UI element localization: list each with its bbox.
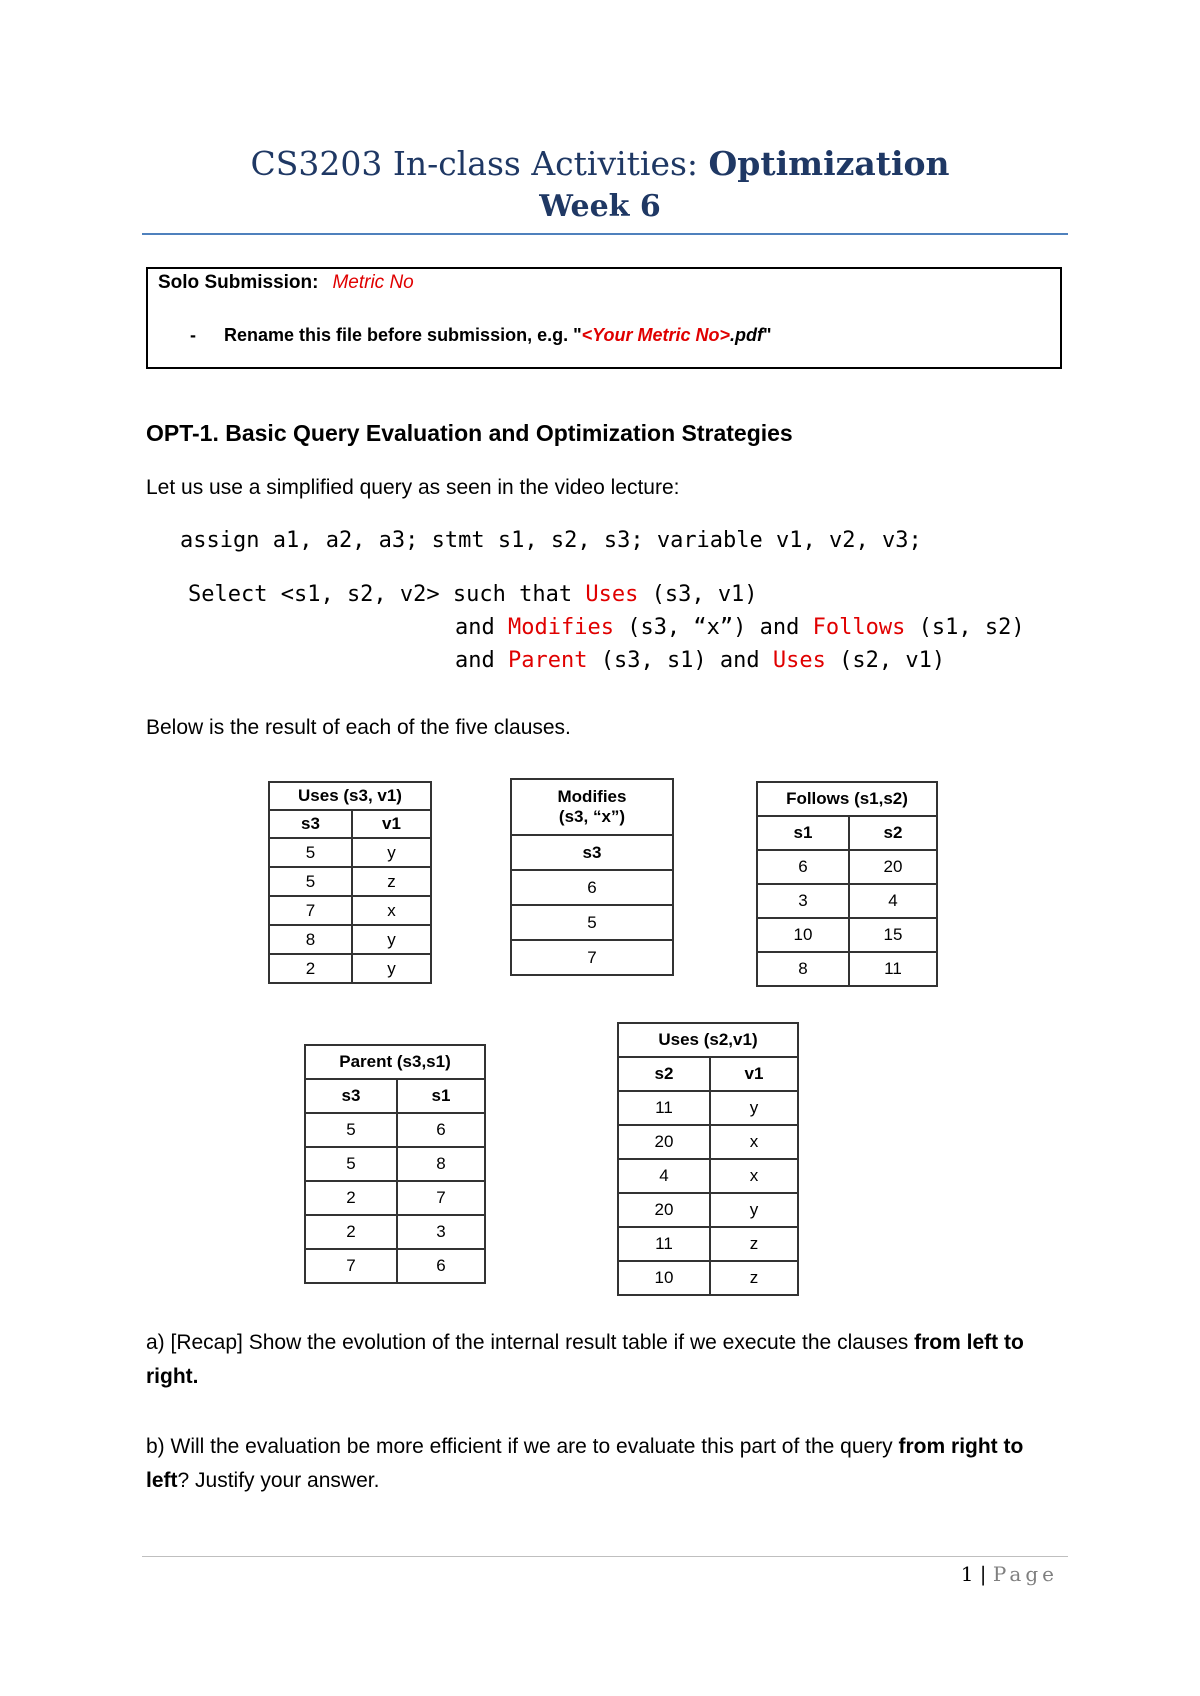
table-cell: 5 — [511, 905, 673, 940]
table-cell: 10 — [618, 1261, 710, 1295]
table-cell: x — [710, 1159, 798, 1193]
table-cell: y — [352, 925, 431, 954]
table-caption: Parent (s3,s1) — [305, 1045, 485, 1079]
table-cell: x — [710, 1125, 798, 1159]
page-title: CS3203 In-class Activities: Optimization — [250, 144, 950, 183]
table-cell: 8 — [397, 1147, 485, 1181]
table-cell: 20 — [618, 1193, 710, 1227]
column-header: s3 — [269, 810, 352, 838]
table-cell: 7 — [397, 1181, 485, 1215]
column-header: s1 — [397, 1079, 485, 1113]
column-header: s2 — [618, 1057, 710, 1091]
uses-s3-v1-table — [268, 781, 432, 984]
table-cell: 11 — [849, 952, 937, 986]
uses-s2-v1-table — [617, 1022, 799, 1296]
below-text: Below is the result of each of the five clauses. — [146, 716, 571, 739]
table-cell: 5 — [269, 867, 352, 896]
table-cell: 3 — [757, 884, 849, 918]
intro-text: Let us use a simplified query as seen in the video lecture: — [146, 476, 680, 499]
table-cell: 11 — [618, 1227, 710, 1261]
code-declaration: assign a1, a2, a3; stmt s1, s2, s3; variable v1, v2, v3; — [180, 528, 922, 553]
table-cell: 8 — [757, 952, 849, 986]
modifies-table — [510, 778, 674, 976]
table-cell: z — [710, 1227, 798, 1261]
parent-table — [304, 1044, 486, 1284]
section-heading: OPT-1. Basic Query Evaluation and Optimization Strategies — [146, 420, 793, 446]
table-cell: y — [352, 954, 431, 983]
table-cell: 8 — [269, 925, 352, 954]
table-cell: 2 — [305, 1215, 397, 1249]
question-a: a) [Recap] Show the evolution of the internal result table if we execute the clauses from left to right. — [146, 1331, 1024, 1388]
table-caption: Uses (s3, v1) — [269, 782, 431, 810]
page-subtitle: Week 6 — [539, 189, 661, 224]
table-cell: 6 — [397, 1113, 485, 1147]
table-caption: Modifies (s3, “x”) — [511, 779, 673, 835]
table-cell: z — [352, 867, 431, 896]
column-header: s2 — [849, 816, 937, 850]
table-cell: 5 — [305, 1147, 397, 1181]
table-cell: z — [710, 1261, 798, 1295]
table-cell: 2 — [305, 1181, 397, 1215]
table-caption: Uses (s2,v1) — [618, 1023, 798, 1057]
metric-no: Metric No — [332, 272, 414, 293]
table-cell: 3 — [397, 1215, 485, 1249]
table-cell: 15 — [849, 918, 937, 952]
table-cell: 4 — [618, 1159, 710, 1193]
column-header: v1 — [352, 810, 431, 838]
table-cell: 10 — [757, 918, 849, 952]
table-cell: 7 — [511, 940, 673, 975]
table-cell: 6 — [757, 850, 849, 884]
table-cell: 5 — [269, 838, 352, 867]
table-cell: 20 — [618, 1125, 710, 1159]
column-header: s1 — [757, 816, 849, 850]
table-cell: 11 — [618, 1091, 710, 1125]
table-cell: 4 — [849, 884, 937, 918]
table-cell: 7 — [269, 896, 352, 925]
code-and-line-1: and Modifies (s3, “x”) and Follows (s1, s2) — [455, 615, 1025, 640]
page-number: 1 | Page — [960, 1562, 1058, 1586]
code-select-line: Select <s1, s2, v2> such that Uses (s3, v1) — [188, 582, 758, 607]
table-cell: y — [352, 838, 431, 867]
table-cell: y — [710, 1193, 798, 1227]
column-header: s3 — [305, 1079, 397, 1113]
table-cell: 6 — [511, 870, 673, 905]
table-cell: 5 — [305, 1113, 397, 1147]
title-divider — [142, 233, 1068, 235]
table-cell: 2 — [269, 954, 352, 983]
question-b: b) Will the evaluation be more efficient if we are to evaluate this part of the query from right to left? Justify your answer. — [146, 1435, 1024, 1492]
footer-divider — [142, 1556, 1068, 1557]
table-cell: 7 — [305, 1249, 397, 1283]
code-and-line-2: and Parent (s3, s1) and Uses (s2, v1) — [455, 648, 946, 673]
follows-table — [756, 781, 938, 987]
column-header: s3 — [511, 835, 673, 870]
table-cell: x — [352, 896, 431, 925]
submission-label: Solo Submission: Metric No — [158, 272, 414, 293]
table-cell: 20 — [849, 850, 937, 884]
column-header: v1 — [710, 1057, 798, 1091]
title-bold: Optimization — [708, 144, 950, 183]
table-cell: y — [710, 1091, 798, 1125]
table-caption: Follows (s1,s2) — [757, 782, 937, 816]
table-cell: 6 — [397, 1249, 485, 1283]
rename-instruction: - Rename this file before submission, e.g. "<Your Metric No>.pdf" — [190, 325, 772, 345]
